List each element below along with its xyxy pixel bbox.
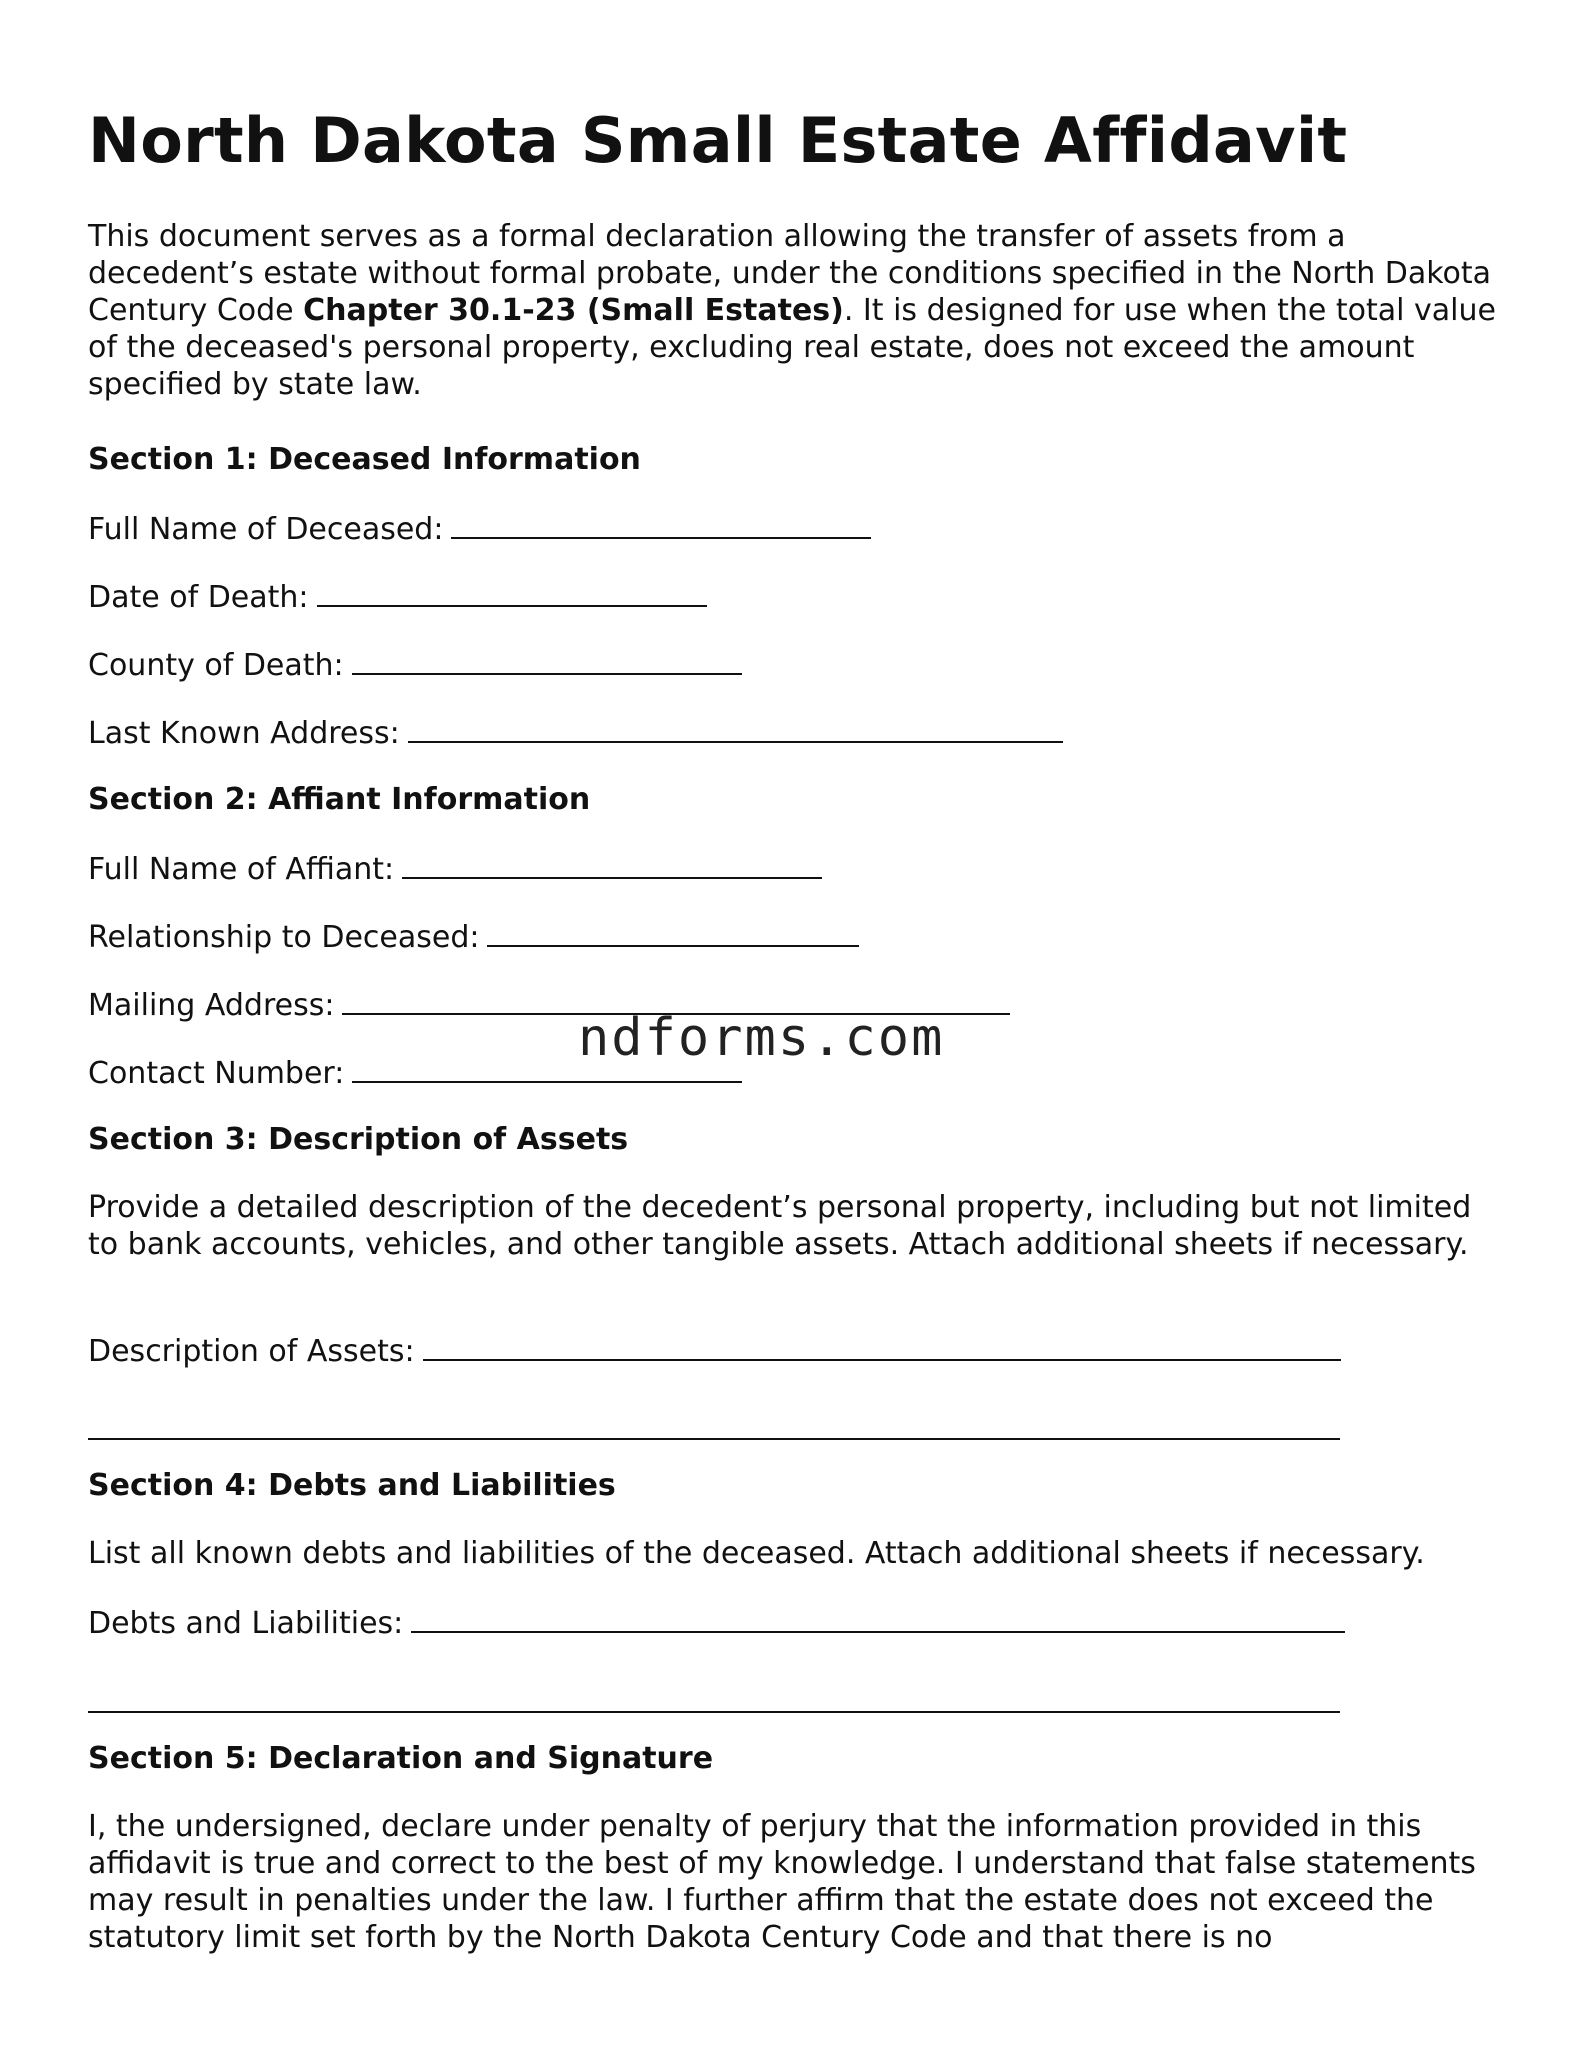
- relationship-row: [88, 917, 859, 956]
- section5-text-row: [88, 1808, 1508, 1956]
- assets-field[interactable]: [423, 1331, 1341, 1361]
- affiant-name-field[interactable]: [402, 849, 822, 879]
- last-address-label: Last Known Address:: [88, 716, 400, 751]
- section4-title: Section 4: Debts and Liabilities: [88, 1468, 616, 1503]
- deceased-name-row: [88, 509, 871, 548]
- section3-instructions: Provide a detailed description of the decedent’s personal property, including but not limited to bank accounts, vehicles, and other tangible assets. Attach additional sheets if necessary.: [88, 1190, 1472, 1262]
- declaration-text: I, the undersigned, declare under penalty of perjury that the information provided in this affidavit is true and correct to the best of my knowledge. I understand that false statements may result in penalties under the law. I further affirm that the estate does not exceed the statutory limit set forth by the North Dakota Century Code and that there is no: [88, 1809, 1476, 1955]
- section1-heading-row: [88, 441, 641, 478]
- date-of-death-label: Date of Death:: [88, 580, 309, 615]
- county-of-death-label: County of Death:: [88, 648, 344, 683]
- debts-label: Debts and Liabilities:: [88, 1606, 404, 1641]
- section5-title: Section 5: Declaration and Signature: [88, 1741, 714, 1776]
- last-address-field[interactable]: [408, 713, 1063, 743]
- section3-instructions-row: [88, 1189, 1508, 1263]
- mailing-address-label: Mailing Address:: [88, 988, 335, 1023]
- debts-extra-line-row: [88, 1709, 1340, 1713]
- assets-row: [88, 1331, 1341, 1370]
- section2-title: Section 2: Affiant Information: [88, 782, 591, 817]
- debts-field[interactable]: [411, 1603, 1345, 1633]
- section4-instructions: List all known debts and liabilities of the deceased. Attach additional sheets if necessary.: [88, 1536, 1425, 1571]
- contact-number-label: Contact Number:: [88, 1056, 345, 1091]
- assets-extra-line[interactable]: [88, 1436, 1340, 1440]
- section2-heading-row: [88, 781, 590, 818]
- intro-text-1: This document serves as a formal declaration allowing the transfer of assets from a decedent’s estate without formal probate, under the conditions specified in the North Dakota Century Code: [88, 219, 1492, 329]
- section4-instructions-row: [88, 1535, 1425, 1572]
- section1-title: Section 1: Deceased Information: [88, 442, 641, 477]
- section3-heading-row: [88, 1121, 628, 1158]
- page-title: North Dakota Small Estate Affidavit: [88, 104, 1348, 177]
- section3-title: Section 3: Description of Assets: [88, 1122, 629, 1157]
- watermark-text: ndforms.com: [578, 1008, 945, 1068]
- county-of-death-field[interactable]: [352, 645, 742, 675]
- relationship-field[interactable]: [487, 917, 859, 947]
- assets-label: Description of Assets:: [88, 1334, 415, 1369]
- county-of-death-row: [88, 645, 742, 684]
- deceased-name-field[interactable]: [451, 509, 871, 539]
- affiant-name-row: [88, 849, 822, 888]
- last-address-row: [88, 713, 1063, 752]
- section5-heading-row: [88, 1740, 713, 1777]
- intro-chapter: Chapter 30.1-23 (Small Estates): [303, 293, 844, 329]
- intro-text-2: . It is designed for use when the total value of the deceased's personal property, excluding real estate, does not exceed the amount specified by state law.: [88, 293, 1496, 403]
- date-of-death-row: [88, 577, 707, 616]
- debts-row: [88, 1603, 1345, 1642]
- deceased-name-label: Full Name of Deceased:: [88, 512, 444, 547]
- assets-extra-line-row: [88, 1436, 1340, 1440]
- date-of-death-field[interactable]: [317, 577, 707, 607]
- relationship-label: Relationship to Deceased:: [88, 920, 480, 955]
- section4-heading-row: [88, 1467, 616, 1504]
- intro-paragraph: [88, 218, 1508, 403]
- debts-extra-line[interactable]: [88, 1709, 1340, 1713]
- affiant-name-label: Full Name of Affiant:: [88, 852, 395, 887]
